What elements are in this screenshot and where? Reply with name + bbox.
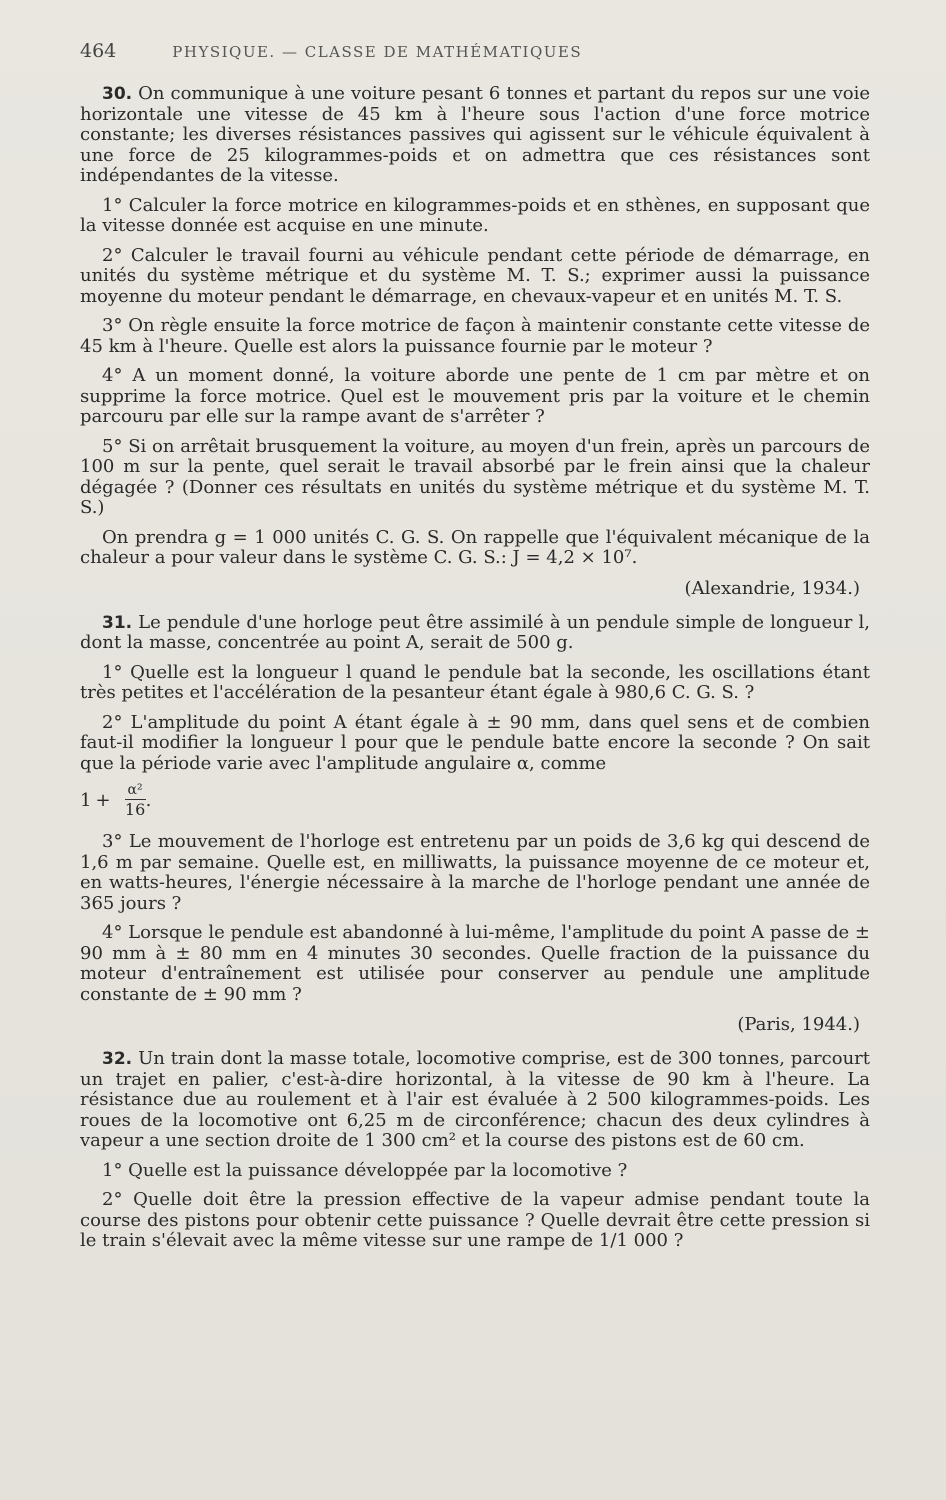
- problem-31: [80, 613, 870, 1036]
- problem-statement: 32. Un train dont la masse totale, locomotive comprise, est de 300 tonnes, parcourt un trajet en palier, c'est-à-dire horizontal, à la vitesse de 90 km à l'heure. La résistance due au roulement et à l'air est évaluée à 2 500 kilogrammes-poids. Les roues de la locomotive ont 6,25 m de circonférence; chacun des deux cylindres à vapeur a une section droite de 1 300 cm² et la course des pistons est de 60 cm.: [80, 1048, 870, 1151]
- period-formula: [80, 781, 870, 820]
- header-title: PHYSIQUE. — CLASSE DE MATHÉMATIQUES: [172, 43, 583, 61]
- question: 4° Lorsque le pendule est abandonné à lui-même, l'amplitude du point A passe de ± 90 mm à ± 80 mm en 4 minutes 30 secondes. Quelle fraction de la puissance du moteur d'entraînement est utilisée pour conserver au pendule une amplitude constante de ± 90 mm ?: [80, 922, 870, 1005]
- question: 1° Calculer la force motrice en kilogrammes-poids et en sthènes, en supposant que la vitesse donnée est acquise en une minute.: [80, 194, 870, 236]
- formula-denominator: 16: [124, 800, 146, 819]
- question: 2° Quelle doit être la pression effective de la vapeur admise pendant toute la course des pistons pour obtenir cette puissance ? Quelle devrait être cette pression si le train s'élevait avec la même vitesse sur une rampe de 1/1 000 ?: [80, 1189, 870, 1251]
- question: 2° L'amplitude du point A étant égale à ± 90 mm, dans quel sens et de combien faut-il modifier la longueur l pour que le pendule batte encore la seconde ? On sait que la période varie avec l'amplitude angulaire α, comme: [80, 711, 870, 774]
- running-head: [80, 40, 870, 62]
- formula-fraction: [125, 781, 146, 820]
- source-citation: (Paris, 1944.): [737, 1014, 860, 1035]
- formula-lead: 1: [80, 790, 92, 811]
- source-citation: (Alexandrie, 1934.): [684, 577, 860, 599]
- question: 5° Si on arrêtait brusquement la voiture, au moyen d'un frein, après un parcours de 100 m sur la pente, quel serait le travail absorbé par le frein ainsi que la chaleur dégagée ? (Donner ces résultats en unités du système métrique et du système M. T. S.): [80, 435, 870, 518]
- problem-statement: 30. On communique à une voiture pesant 6 tonnes et partant du repos sur une voie horizontale une vitesse de 45 km à l'heure sous l'action d'une force motrice constante; les diverses résistances passives qui agissent sur le véhicule équivalent à une force de 25 kilogrammes-poids et on admettra que ces résistances sont indépendantes de la vitesse.: [80, 83, 870, 186]
- question: 2° Calculer le travail fourni au véhicule pendant cette période de démarrage, en unités du système métrique et du système M. T. S.; exprimer aussi la puissance moyenne du moteur pendant le démarrage, en chevaux-vapeur et en unités M. T. S.: [80, 244, 870, 307]
- page-number: 464: [80, 40, 117, 62]
- note: On prendra g = 1 000 unités C. G. S. On rappelle que l'équivalent mécanique de la chaleur a pour valeur dans le système C. G. S.: J = 4,2 × 10⁷.: [80, 526, 870, 568]
- question: 4° A un moment donné, la voiture aborde une pente de 1 cm par mètre et on supprime la force motrice. Quel est le mouvement pris par la voiture et le chemin parcouru par elle sur la rampe avant de s'arrêter ?: [80, 365, 870, 427]
- problem-statement: 31. Le pendule d'une horloge peut être assimilé à un pendule simple de longueur l, dont la masse, concentrée au point A, serait de 500 g.: [80, 611, 870, 653]
- question: 1° Quelle est la longueur l quand le pendule bat la seconde, les oscillations étant très petites et l'accélération de la pesanteur étant égale à 980,6 C. G. S. ?: [80, 661, 870, 703]
- formula-tail: .: [145, 790, 152, 811]
- problem-number: 32.: [102, 1049, 133, 1069]
- question: 1° Quelle est la puissance développée par la locomotive ?: [102, 1159, 628, 1181]
- problem-30: [80, 84, 870, 599]
- problem-number: 30.: [102, 84, 133, 104]
- formula-plus: +: [95, 790, 111, 811]
- formula-numerator: α²: [125, 781, 146, 800]
- problem-32: [80, 1049, 870, 1252]
- question: 3° On règle ensuite la force motrice de façon à maintenir constante cette vitesse de 45 km à l'heure. Quelle est alors la puissance fournie par le moteur ?: [80, 315, 870, 357]
- problem-number: 31.: [102, 612, 133, 633]
- question: 3° Le mouvement de l'horloge est entretenu par un poids de 3,6 kg qui descend de 1,6 m par semaine. Quelle est, en milliwatts, la puissance moyenne de ce moteur et, en watts-heures, l'énergie nécessaire à la marche de l'horloge pendant une année de 365 jours ?: [80, 831, 870, 914]
